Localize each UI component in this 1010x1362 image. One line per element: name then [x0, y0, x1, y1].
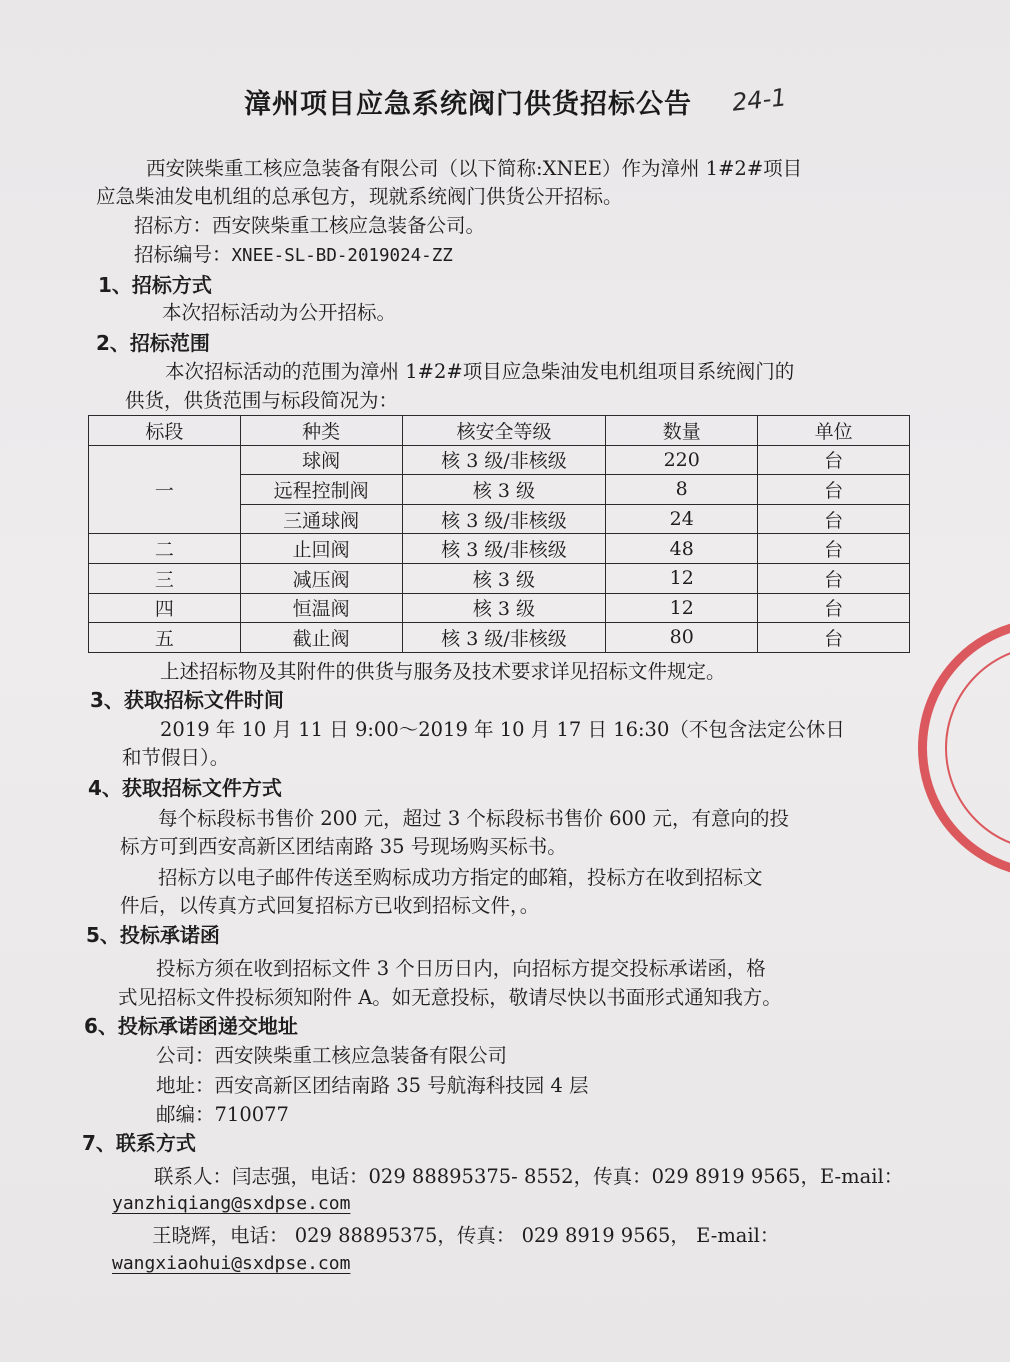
cell-section: 二 [89, 534, 241, 564]
table-row [89, 593, 910, 623]
cell-quantity: 12 [606, 593, 758, 623]
intro-line-2: 应急柴油发电机组的总承包方，现就系统阀门供货公开招标。 [96, 185, 623, 208]
contact-1: 联系人：闫志强，电话：029 88895375- 8552，传真：029 8919 9565，E-mail： [154, 1165, 904, 1188]
table-row [89, 563, 910, 593]
section-3-text-2: 和节假日）。 [122, 746, 230, 769]
section-4-text-1: 每个标段标书售价 200 元，超过 3 个标段标书售价 600 元，有意向的投 [158, 807, 790, 830]
cell-type: 截止阀 [240, 623, 402, 653]
header-quantity: 数量 [606, 416, 758, 446]
section-5-text-2: 式见招标文件投标须知附件 A。如无意投标，敬请尽快以书面形式通知我方。 [118, 986, 782, 1009]
cell-grade: 核 3 级/非核级 [402, 445, 606, 475]
cell-unit: 台 [758, 445, 910, 475]
cell-quantity: 80 [606, 623, 758, 653]
company-seal [918, 618, 1010, 878]
contact-1-email[interactable]: yanzhiqiang@sxdpse.com [112, 1193, 351, 1214]
contact-2-email[interactable]: wangxiaohui@sxdpse.com [112, 1253, 351, 1274]
section-4-text-3: 招标方以电子邮件传送至购标成功方指定的邮箱，投标方在收到招标文 [158, 866, 763, 889]
section-2-text-2: 供货，供货范围与标段简况为： [125, 389, 399, 412]
cell-unit: 台 [758, 593, 910, 623]
header-type: 种类 [240, 416, 402, 446]
cell-type: 减压阀 [240, 563, 402, 593]
section-7-heading: 7、联系方式 [82, 1131, 196, 1155]
header-unit: 单位 [758, 416, 910, 446]
handwritten-note: 24-1 [730, 83, 788, 117]
section-4-text-2: 标方可到西安高新区团结南路 35 号现场购买标书。 [120, 835, 567, 858]
cell-unit: 台 [758, 475, 910, 505]
seal-inner-ring [945, 645, 1010, 851]
table-row [89, 623, 910, 653]
cell-section: 四 [89, 593, 241, 623]
cell-section: 一 [89, 445, 241, 534]
section-6-address: 地址：西安高新区团结南路 35 号航海科技园 4 层 [156, 1074, 589, 1097]
section-3-text-1: 2019 年 10 月 11 日 9:00～2019 年 10 月 17 日 16:30（不包含法定公休日 [160, 718, 845, 741]
table-row [89, 445, 910, 475]
section-5-text-1: 投标方须在收到招标文件 3 个日历日内，向招标方提交投标承诺函，格 [156, 957, 766, 980]
contact-2: 王晓辉，电话： 029 88895375，传真： 029 8919 9565， E-mail： [152, 1224, 780, 1247]
tender-number-line [134, 242, 453, 269]
cell-type: 恒温阀 [240, 593, 402, 623]
section-6-company: 公司：西安陕柴重工核应急装备有限公司 [156, 1044, 508, 1067]
section-2-text-1: 本次招标活动的范围为漳州 1#2#项目应急柴油发电机组项目系统阀门的 [165, 360, 795, 383]
page-title: 漳州项目应急系统阀门供货招标公告 [244, 89, 692, 120]
cell-grade: 核 3 级/非核级 [402, 534, 606, 564]
cell-section: 五 [89, 623, 241, 653]
tenderer-line: 招标方：西安陕柴重工核应急装备公司。 [134, 214, 486, 237]
section-4-heading: 4、获取招标文件方式 [88, 776, 282, 800]
intro-line-1: 西安陕柴重工核应急装备有限公司（以下简称:XNEE）作为漳州 1#2#项目 [146, 157, 803, 180]
section-5-heading: 5、投标承诺函 [86, 923, 220, 947]
cell-quantity: 12 [606, 563, 758, 593]
cell-section: 三 [89, 563, 241, 593]
cell-type: 止回阀 [240, 534, 402, 564]
cell-type: 三通球阀 [240, 504, 402, 534]
table-row [89, 534, 910, 564]
cell-grade: 核 3 级 [402, 593, 606, 623]
cell-grade: 核 3 级 [402, 563, 606, 593]
cell-grade: 核 3 级/非核级 [402, 623, 606, 653]
cell-grade: 核 3 级/非核级 [402, 504, 606, 534]
cell-unit: 台 [758, 623, 910, 653]
table-header-row [89, 416, 910, 446]
section-6-postcode: 邮编：710077 [156, 1103, 289, 1126]
cell-quantity: 24 [606, 504, 758, 534]
section-1-heading: 1、招标方式 [98, 273, 212, 297]
cell-unit: 台 [758, 563, 910, 593]
tender-number: XNEE-SL-BD-2019024-ZZ [231, 246, 453, 266]
section-1-text: 本次招标活动为公开招标。 [162, 301, 397, 324]
cell-quantity: 8 [606, 475, 758, 505]
cell-type: 球阀 [240, 445, 402, 475]
cell-unit: 台 [758, 504, 910, 534]
header-section: 标段 [89, 416, 241, 446]
cell-grade: 核 3 级 [402, 475, 606, 505]
section-4-text-4: 件后，以传真方式回复招标方已收到招标文件，。 [120, 894, 540, 917]
section-6-heading: 6、投标承诺函递交地址 [84, 1014, 298, 1038]
header-grade: 核安全等级 [402, 416, 606, 446]
tender-number-label: 招标编号： [134, 243, 232, 266]
scope-table [88, 415, 910, 653]
section-3-heading: 3、获取招标文件时间 [90, 688, 284, 712]
cell-type: 远程控制阀 [240, 475, 402, 505]
cell-unit: 台 [758, 534, 910, 564]
section-2-heading: 2、招标范围 [96, 331, 210, 355]
cell-quantity: 48 [606, 534, 758, 564]
section-2-after-table: 上述招标物及其附件的供货与服务及技术要求详见招标文件规定。 [160, 660, 726, 683]
cell-quantity: 220 [606, 445, 758, 475]
